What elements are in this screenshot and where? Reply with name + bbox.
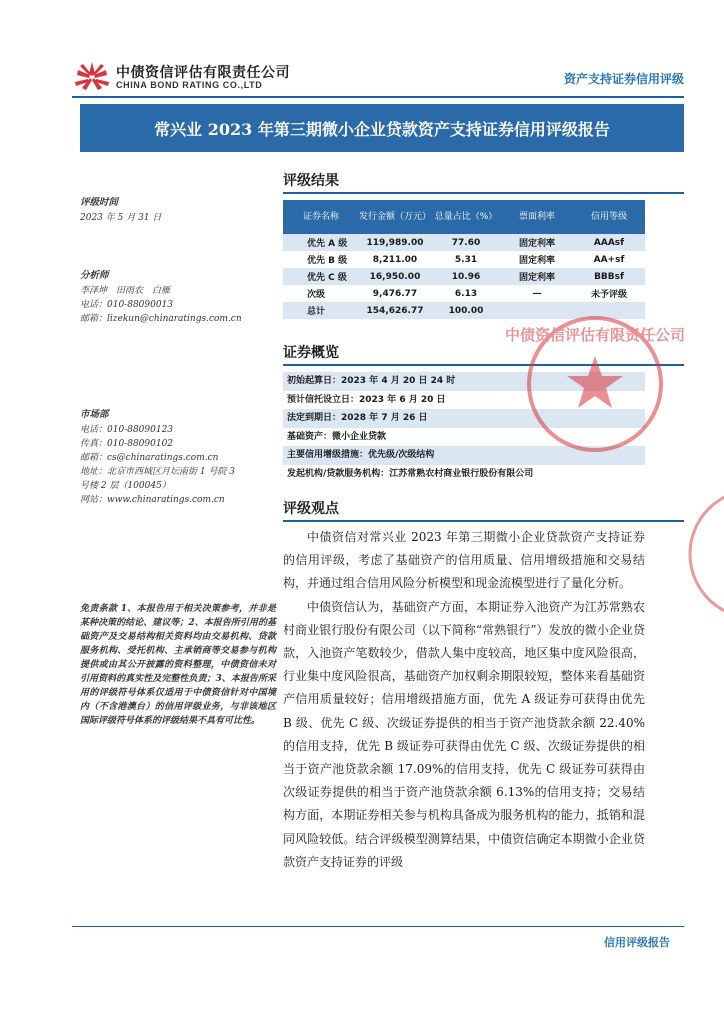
rating-time-label: 评级时间	[80, 197, 119, 208]
rating-results-table	[283, 200, 645, 319]
analyst-email: 邮箱：lizekun@chinaratings.com.cn	[80, 314, 242, 324]
col-header: 票面利率	[501, 200, 573, 234]
issue-amount: 8,211.00	[359, 251, 431, 268]
market-line: 号楼 2 层（100045）	[80, 481, 171, 491]
overview-row: 基础资产：微小企业贷款	[287, 431, 387, 442]
share-percent: 5.31	[431, 251, 501, 268]
overview-row: 预计信托设立日：2023 年 6 月 20 日	[287, 394, 446, 405]
credit-grade: 未予评级	[573, 285, 645, 302]
views-paragraph: 中债资信认为，基础资产方面，本期证券入池资产为江苏常熟农村商业银行股份有限公司（以下简称“常熟银行”）发放的微小企业贷款，入池资产笔数较少，借款人集中度较高，地区集中度风险很高，行业集中度风险很高，基础资产加权剩余期限较短，整体来看基础资产信用质量较好；信用增级措施方面，优先 A 级证券可获得由优先 B 级、优先 C 级、次级证券提供的相当于资产池贷款余额 22.40%的信用支持，优先 B 级证券可获得由优先 C 级、次级证券提供的相当于资产池贷款余额 17.09%的信用支持，优先 C 级证券可获得由次级证券提供的相当于资产池贷款余额 6.13%的信用支持；交易结构方面，本期证券相关参与机构具备成为服务机构的能力，抵销和混同风险较低。结合评级模型测算结果，中债资信确定本期微小企业贷款资产支持证券的评级	[283, 599, 645, 869]
issue-amount: 9,476.77	[359, 285, 431, 302]
col-header: 总量占比（%）	[431, 200, 501, 234]
coupon-rate: 固定利率	[501, 251, 573, 268]
market-dept-label: 市场部	[80, 409, 109, 420]
overview-row: 法定到期日：2028 年 7 月 26 日	[283, 409, 645, 428]
table-row	[283, 268, 645, 285]
seal-text: 中债资信评估有限责任公司	[505, 326, 685, 344]
company-name-en: CHINA BOND RATING CO.,LTD	[116, 80, 263, 90]
table-row	[283, 251, 645, 268]
security-name: 总计	[283, 302, 359, 319]
col-header: 证券名称	[283, 200, 359, 234]
market-line: 网站：www.chinaratings.com.cn	[80, 495, 225, 505]
coupon-rate: —	[501, 285, 573, 302]
table-header-row	[283, 200, 645, 234]
col-header: 发行金额（万元）	[359, 200, 431, 234]
footer-divider	[72, 926, 684, 927]
views-heading: 评级观点	[283, 501, 339, 517]
disclaimer-text: 免责条款 1、本报告用于相关决策参考，并非是某种决策的结论、建议等；2、本报告所引用的基础资产及交易结构相关资料均由交易机构、贷款服务机构、受托机构、主承销商等交易参与机构提供或由其公开披露的资料整理，中债资信未对引用资料的真实性及完整性负责；3、本报告所采用的评级符号体系仅适用于中债资信针对中国境内（不含港澳台）的信用评级业务，与非该地区国际评级符号体系的评级结果不具有可比性。	[80, 604, 276, 726]
rating-results-divider	[283, 192, 684, 194]
analyst-names: 李泽坤 田雨农 白雁	[80, 286, 171, 296]
share-percent: 100.00	[431, 302, 501, 319]
issue-amount: 119,989.00	[359, 234, 431, 251]
coupon-rate: 固定利率	[501, 268, 573, 285]
coupon-rate: 固定利率	[501, 234, 573, 251]
credit-grade: AA+sf	[573, 251, 645, 268]
security-name: 优先 C 级	[283, 268, 359, 285]
header-divider	[72, 96, 684, 98]
share-percent: 6.13	[431, 285, 501, 302]
market-line: 电话：010-88090123	[80, 425, 174, 435]
report-title: 常兴业 2023 年第三期微小企业贷款资产支持证券信用评级报告	[80, 104, 684, 152]
share-percent: 10.96	[431, 268, 501, 285]
company-seal-stamp	[505, 312, 685, 456]
rating-results-heading: 评级结果	[283, 173, 339, 189]
company-logo-icon	[72, 60, 112, 92]
company-name-cn: 中债资信评估有限责任公司	[116, 65, 290, 81]
views-paragraph: 中债资信对常兴业 2023 年第三期微小企业贷款资产支持证券的信用评级，考虑了基础资产的信用质量、信用增级措施和交易结构，并通过组合信用风险分析模型和现金流模型进行了量化分析。	[283, 530, 645, 591]
market-line: 传真：010-88090102	[80, 439, 174, 449]
footer-label: 信用评级报告	[604, 936, 670, 949]
credit-grade: BBBsf	[573, 268, 645, 285]
security-name: 次级	[283, 285, 359, 302]
analyst-label: 分析师	[80, 270, 109, 281]
issue-amount: 154,626.77	[359, 302, 431, 319]
partial-seal-stamp	[684, 484, 724, 624]
analyst-phone: 电话：010-88090013	[80, 300, 174, 310]
issue-amount: 16,950.00	[359, 268, 431, 285]
security-name: 优先 A 级	[283, 234, 359, 251]
overview-row: 主要信用增级措施：优先级/次级结构	[283, 446, 645, 465]
views-divider	[283, 520, 684, 522]
page-header	[0, 0, 724, 100]
overview-row: 初始起算日：2023 年 4 月 20 日 24 时	[283, 372, 645, 391]
table-row	[283, 234, 645, 251]
market-line: 邮箱：cs@chinaratings.com.cn	[80, 453, 219, 463]
overview-heading: 证券概览	[283, 345, 339, 361]
rating-views-body	[283, 526, 645, 874]
document-type: 资产支持证券信用评级	[563, 72, 684, 86]
security-name: 优先 B 级	[283, 251, 359, 268]
left-info-column	[80, 194, 280, 507]
credit-grade: AAAsf	[573, 234, 645, 251]
share-percent: 77.60	[431, 234, 501, 251]
table-row	[283, 285, 645, 302]
market-line: 地址：北京市西城区月坛南街 1 号院 3	[80, 467, 236, 477]
overview-row: 发起机构/贷款服务机构：江苏常熟农村商业银行股份有限公司	[287, 468, 534, 479]
rating-time-value: 2023 年 5 月 31 日	[80, 213, 162, 223]
col-header: 信用等级	[573, 200, 645, 234]
